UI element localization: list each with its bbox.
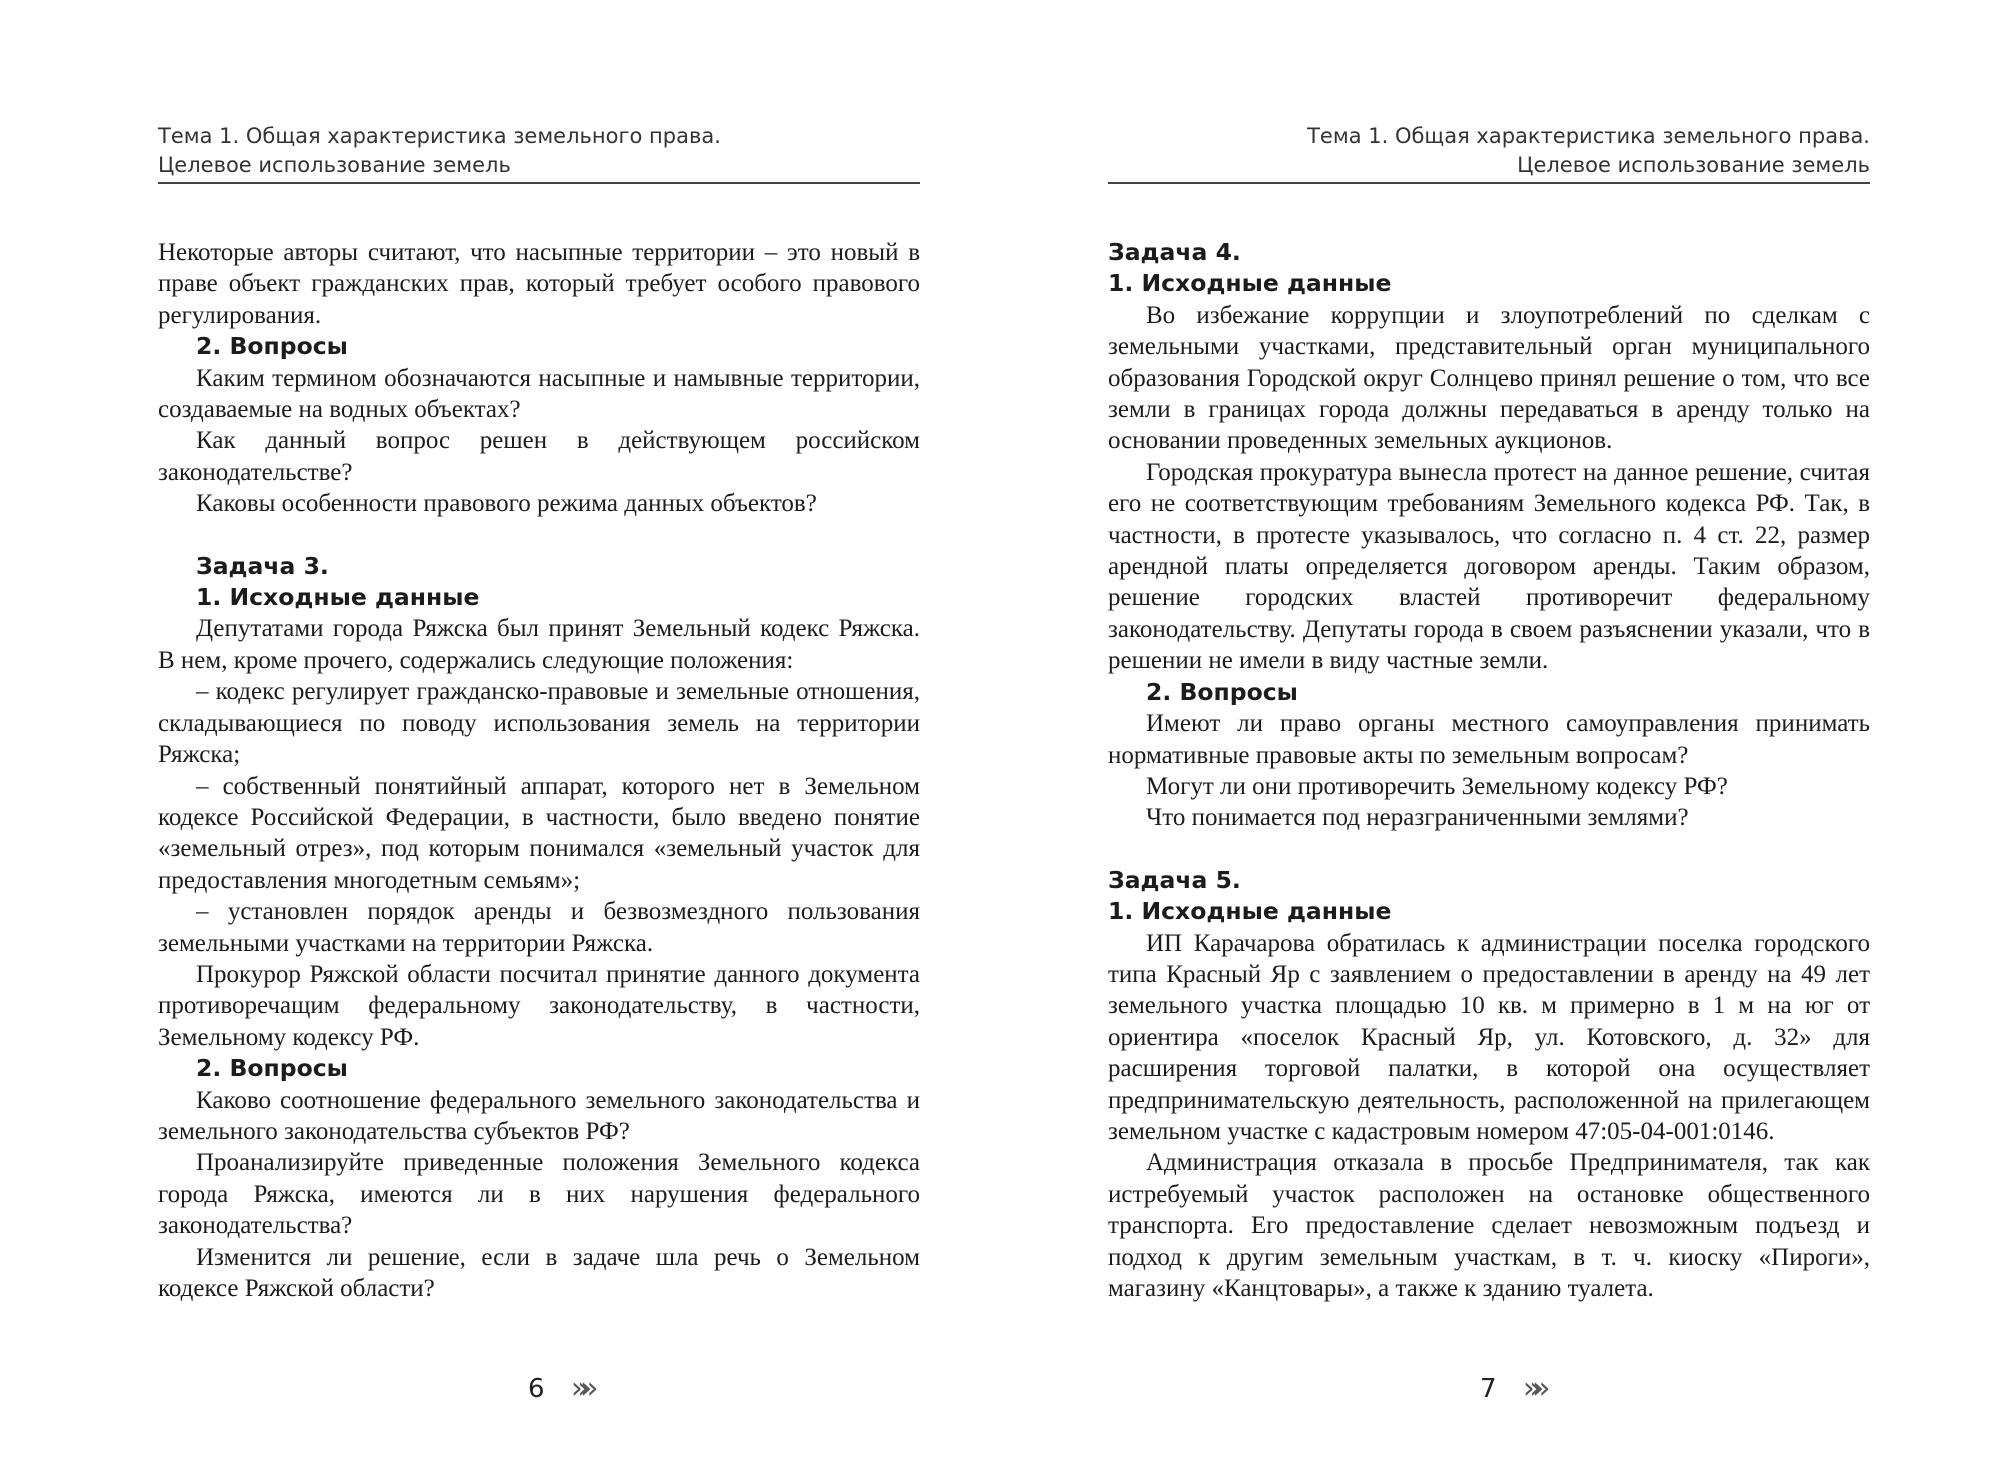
question-item: Каковы особенности правового режима данных объектов? [196,490,817,518]
header-divider [158,182,920,184]
header-line-2: Целевое использование земель [158,153,511,177]
task-3-paragraph: Прокурор Ряжской области посчитал принятие данного документа противоречащим федеральному законодательству, в частности, Земельному кодексу РФ. [158,960,920,1051]
task-3-questions-heading: 2. Вопросы [196,1054,348,1083]
questions-heading: 2. Вопросы [196,332,348,361]
task-3-question: Каково соотношение федерального земельного законодательства и земельного законодательства субъектов РФ? [158,1086,920,1145]
task-4-title: Задача 4. [1108,238,1241,266]
task-4-paragraph: Во избежание коррупции и злоупотреблений по сделкам с земельными участками, представительный орган муниципального образования Городской округ Солнцево принял решение о том, что все земли в границах города должны передаваться в аренду только на основании проведенных земельных аукционов. [1108,301,1870,455]
task-5-data-heading: 1. Исходные данные [1108,897,1392,926]
page-footer [1480,1372,1542,1405]
header-line-1: Тема 1. Общая характеристика земельного права. [1307,124,1870,148]
task-3-question: Проанализируйте приведенные положения Земельного кодекса города Ряжска, имеются ли в них нарушения федерального законодательства? [158,1149,920,1240]
task-4-paragraph: Городская прокуратура вынесла протест на данное решение, считая его не соответствующим требованиям Земельного кодекса РФ. Так, в частности, в протесте указывалось, что согласно п. 4 ст. 22, размер арендной платы определяется договором аренды. Таким образом, решение городских властей противоречит федеральному законодательству. Депутаты города в своем разъяснении указали, что в решении не имели в виду частные земли. [1108,458,1870,675]
running-header [158,122,920,180]
task-3-list-item: – кодекс регулирует гражданско-правовые и земельные отношения, складывающиеся по поводу использования земель на территории Ряжска; [158,678,920,769]
task-4-question: Могут ли они противоречить Земельному кодексу РФ? [1146,772,1728,800]
chevron-right-icon: »» [1522,1370,1542,1406]
left-page [158,0,920,1479]
task-5-paragraph: ИП Карачарова обратилась к администрации поселка городского типа Красный Яр с заявлением о предоставлении в аренду на 49 лет земельного участка площадью 10 кв. м примерно в 1 м на юг от ориентира «поселок Красный Яр, ул. Котовского, д. 32» для расширения торговой палатки, в которой она осуществляет предпринимательскую деятельность, расположенной на прилегающем земельном участке с кадастровым номером 47:05-04-001:0146. [1108,929,1870,1145]
task-5-paragraph: Администрация отказала в просьбе Предпринимателя, так как истребуемый участок расположен на остановке общественного транспорта. Его предоставление сделает невозможным подъезд и подход к другим земельным участкам, в т. ч. киоску «Пироги», магазину «Канцтовары», а также к зданию туалета. [1108,1149,1870,1302]
task-3-list-item: – установлен порядок аренды и безвозмездного пользования земельными участками на территории Ряжска. [158,898,920,957]
chevron-right-icon: »» [570,1370,590,1406]
page-number: 6 [528,1373,545,1404]
header-divider [1108,182,1870,184]
page-number: 7 [1480,1373,1497,1404]
page-body [1108,237,1870,1304]
right-page [1108,0,1870,1479]
running-header [1108,122,1870,180]
task-3-data-heading: 1. Исходные данные [196,583,480,612]
task-3-question: Изменится ли решение, если в задаче шла речь о Земельном кодексе Ряжской области? [158,1243,920,1302]
task-4-question: Что понимается под неразграниченными землями? [1146,804,1689,832]
intro-paragraph: Некоторые авторы считают, что насыпные территории – это новый в праве объект гражданских прав, который требует особого правового регулирования. [158,239,920,329]
page-footer [528,1372,590,1405]
task-5-title: Задача 5. [1108,865,1241,894]
section-gap [1108,834,1870,865]
question-item: Как данный вопрос решен в действующем российском законодательстве? [158,427,920,486]
task-4-question: Имеют ли право органы местного самоуправления принимать нормативные правовые акты по земельным вопросам? [1108,710,1870,769]
task-3-title: Задача 3. [196,551,329,580]
header-line-2: Целевое использование земель [1517,153,1870,177]
section-gap [158,520,920,551]
task-3-list-item: – собственный понятийный аппарат, которого нет в Земельном кодексе Российской Федерации, в частности, было введено понятие «земельный отрез», под которым понимался «земельный участок для предоставления многодетным семьям»; [158,772,920,894]
header-line-1: Тема 1. Общая характеристика земельного права. [158,124,721,148]
question-item: Каким термином обозначаются насыпные и намывные территории, создаваемые на водных объектах? [158,364,920,424]
task-4-questions-heading: 2. Вопросы [1146,677,1298,706]
task-4-data-heading: 1. Исходные данные [1108,269,1392,298]
page-body [158,237,920,1304]
task-3-paragraph: Депутатами города Ряжска был принят Земельный кодекс Ряжска. В нем, кроме прочего, содержались следующие положения: [158,615,920,674]
